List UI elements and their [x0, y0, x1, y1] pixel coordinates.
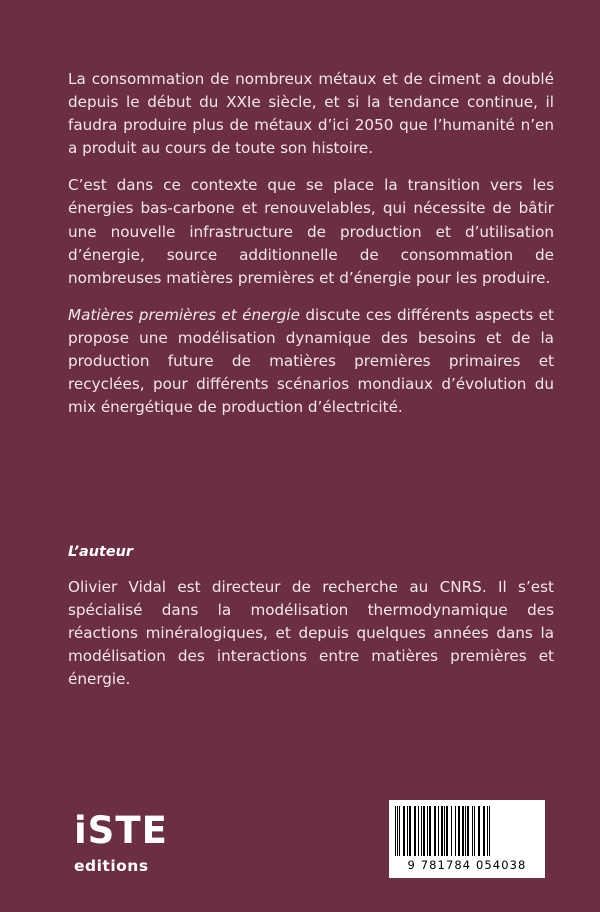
book-title-italic: Matières premières et énergie — [68, 305, 300, 324]
blurb-paragraph-2: C’est dans ce contexte que se place la transition vers les énergies bas-carbone et renouvelables, qui nécessite de bâtir une nouvelle infrastructure de production et d’utilisation d’énergie, source additionnelle de consommation de nombreuses matières premières et d’énergie pour les produire. — [68, 176, 554, 287]
barcode-digits: 9 781784 054038 — [407, 858, 527, 872]
author-section-heading: L’auteur — [68, 544, 133, 560]
barcode-bars — [395, 806, 539, 856]
author-section-text: Olivier Vidal est directeur de recherche au CNRS. Il s’est spécialisé dans la modélisation thermodynamique des réactions minéralogiques, et depuis quelques années dans la modélisation des interactions entre matières premières et énergie. — [68, 578, 554, 689]
blurb-paragraph-3 — [68, 304, 554, 419]
publisher-logo-mark: iSTE — [74, 809, 168, 852]
publisher-logo — [74, 809, 206, 875]
author-section — [68, 544, 554, 691]
blurb-text-block — [68, 68, 554, 419]
publisher-logo-subtitle: editions — [74, 857, 149, 875]
blurb-paragraph-3-rest: discute ces différents aspects et propose une modélisation dynamique des besoins et de la production future de matières premières primaires et recyclées, pour différents scénarios mondiaux d’évolution du mix énergétique de production d’électricité. — [68, 305, 554, 417]
barcode — [389, 800, 545, 878]
blurb-paragraph-1: La consommation de nombreux métaux et de ciment a doublé depuis le début du XXIe siècle, et si la tendance continue, il faudra produire plus de métaux d’ici 2050 que l’humanité n’en a produit au cours de toute son histoire. — [68, 70, 554, 158]
